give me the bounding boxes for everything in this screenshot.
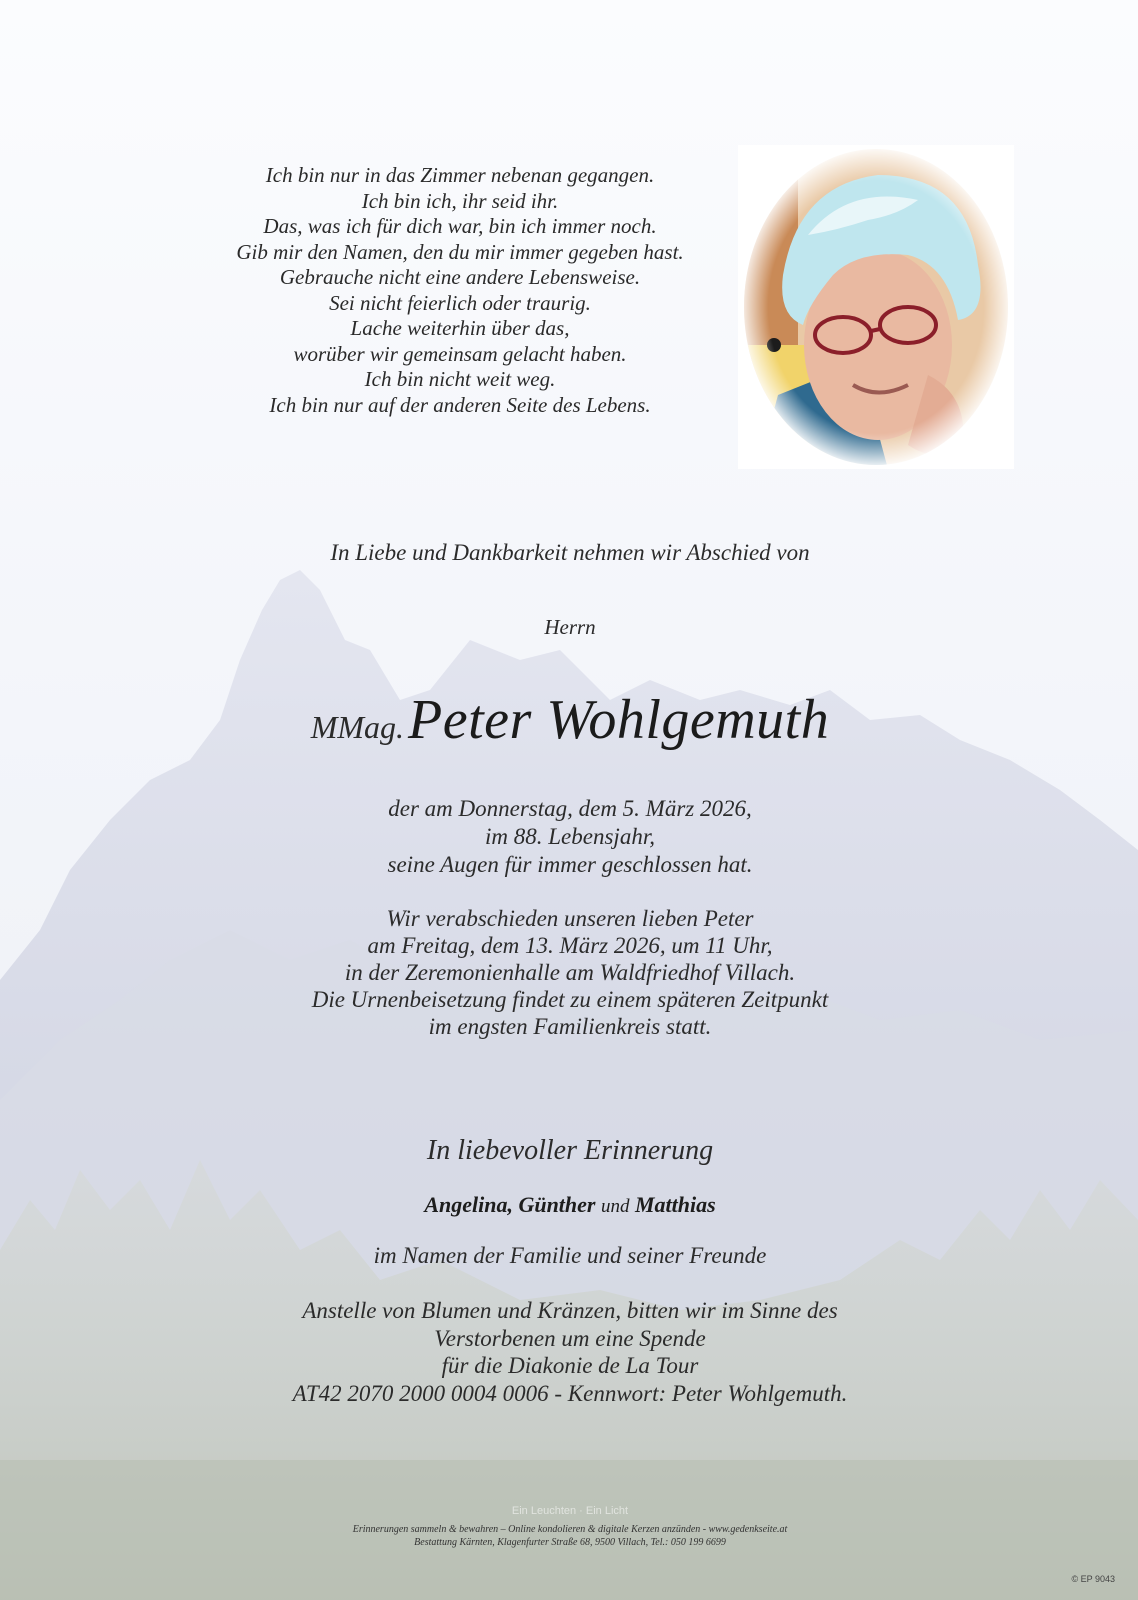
donation-line: Anstelle von Blumen und Kränzen, bitten wir im Sinne des (302, 1298, 838, 1323)
poem-line: Ich bin nur auf der anderen Seite des Lebens. (269, 392, 651, 417)
copyright: © EP 9043 (1071, 1574, 1115, 1584)
deceased-name (150, 688, 990, 752)
academic-title: MMag. (310, 709, 405, 745)
poem (190, 163, 730, 418)
memory-heading: In liebevoller Erinnerung (426, 1135, 714, 1166)
funeral-details (200, 905, 940, 1040)
mourner-names-first: Angelina, Günther (424, 1192, 596, 1217)
footer-line-website: Erinnerungen sammeln & bewahren – Online kondolieren & digitale Kerzen anzünden - www.gedenkseite.at (352, 1524, 788, 1535)
funeral-line: Die Urnenbeisetzung findet zu einem späteren Zeitpunkt (311, 987, 829, 1012)
salutation: Herrn (544, 615, 596, 639)
poem-line: Ich bin nur in das Zimmer nebenan gegangen. (265, 163, 655, 187)
poem-line: Das, was ich für dich war, bin ich immer noch. (263, 214, 657, 238)
family-line: im Namen der Familie und seiner Freunde (373, 1243, 767, 1268)
faded-watermark-text: Ein Leuchten · Ein Licht (511, 1505, 629, 1517)
donation-request (180, 1297, 960, 1407)
donation-line: Verstorbenen um eine Spende (434, 1325, 706, 1351)
death-notice-line: seine Augen für immer geschlossen hat. (387, 852, 753, 877)
footer (190, 1523, 950, 1549)
death-notice-line: der am Donnerstag, dem 5. März 2026, (388, 796, 752, 821)
poem-line: Gebrauche nicht eine andere Lebensweise. (279, 265, 641, 289)
poem-line: Sei nicht feierlich oder traurig. (329, 290, 591, 315)
poem-line: Lache weiterhin über das, (350, 316, 570, 340)
funeral-line: Wir verabschieden unseren lieben Peter (386, 906, 754, 931)
death-notice-line: im 88. Lebensjahr, (485, 824, 655, 849)
poem-line: Ich bin nicht weit weg. (364, 367, 556, 391)
poem-line: Gib mir den Namen, den du mir immer gegeben hast. (236, 239, 684, 264)
full-name: Peter Wohlgemuth (408, 689, 830, 751)
footer-line-address: Bestattung Kärnten, Klagenfurter Straße 68, 9500 Villach, Tel.: 050 199 6699 (414, 1537, 726, 1548)
funeral-line: am Freitag, dem 13. März 2026, um 11 Uhr, (367, 933, 773, 958)
mourners (200, 1192, 940, 1218)
mourner-names-last: Matthias (634, 1192, 716, 1217)
funeral-line: im engsten Familienkreis statt. (428, 1014, 712, 1039)
donation-line: AT42 2070 2000 0004 0006 - Kennwort: Peter Wohlgemuth. (292, 1380, 848, 1406)
donation-line: für die Diakonie de La Tour (441, 1353, 699, 1378)
mourner-connector: und (600, 1196, 630, 1217)
funeral-line: in der Zeremonienhalle am Waldfriedhof Villach. (344, 960, 796, 985)
portrait-photo (738, 145, 1014, 469)
poem-line: Ich bin ich, ihr seid ihr. (361, 188, 559, 213)
intro-text: In Liebe und Dankbarkeit nehmen wir Abschied von (330, 540, 810, 565)
poem-line: worüber wir gemeinsam gelacht haben. (293, 341, 627, 366)
death-notice (200, 795, 940, 879)
